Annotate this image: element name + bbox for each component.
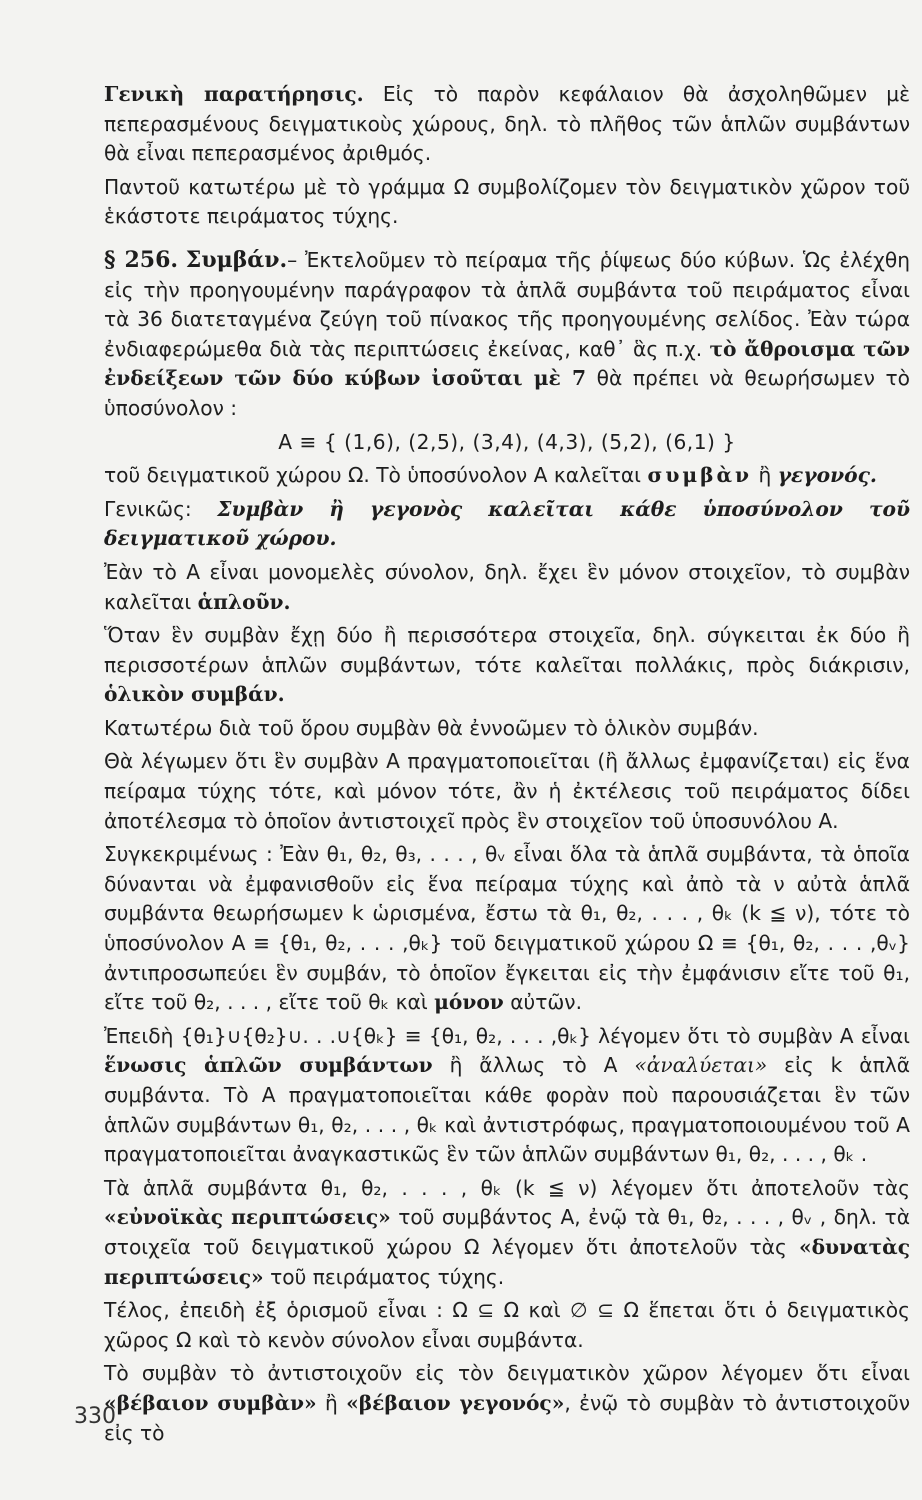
union-italic: «ἀναλύεται» (634, 1053, 768, 1078)
simple-event-text: Ἐὰν τὸ Α εἶναι μονομελὲς σύνολον, δηλ. ἔχει ἓν μόνον στοιχεῖον, τὸ συμβὰν καλεῖται (104, 559, 910, 614)
compound-event-text: Ὅταν ἓν συμβὰν ἔχῃ δύο ἢ περισσότερα στοιχεῖα, δηλ. σύγκειται ἐκ δύο ἢ περισσοτέρων ἁπλῶν συμβάντων, τότε καλεῖται πολλάκις, πρὸς διάκρισιν, (104, 623, 910, 677)
certain-text-1: Τὸ συμβὰν τὸ ἀντιστοιχοῦν εἰς τὸν δειγματικὸν χῶρον λέγομεν ὅτι εἶναι (104, 1361, 910, 1386)
certain-bold-2: «βέβαιον γεγονός» (346, 1390, 565, 1415)
union-paragraph (104, 1022, 910, 1170)
event-def-text: τοῦ δειγματικοῦ χώρου Ω. Τὸ ὑποσύνολον Α καλεῖται (104, 463, 648, 488)
realization-paragraph: Θὰ λέγωμεν ὅτι ἓν συμβὰν Α πραγματοποιεῖται (ἢ ἄλλως ἐμφανίζεται) εἰς ἕνα πείραμα τύχης τότε, καὶ μόνον τότε, ἂν ἡ ἐκτέλεσις τοῦ πειράματος δίδει ἀποτέλεσμα τὸ ὁποῖον ἀντιστοιχεῖ πρὸς ἓν στοιχεῖον τοῦ ὑποσυνόλου Α. (104, 749, 910, 833)
specific-text-1: Συγκεκριμένως : Ἐὰν θ₁, θ₂, θ₃, . . . , θᵥ εἶναι ὅλα τὰ ἁπλᾶ συμβάντα, τὰ ὁποῖα δύνανται νὰ ἐμφανισθοῦν εἰς ἕνα πείραμα τύχης καὶ ἀπὸ τὰ ν αὐτὰ ἁπλᾶ συμβάντα θεωρήσωμεν k ὡρισμένα, ἔστω τὰ θ₁, θ₂, . . . , θₖ (k ≦ ν), τότε τὸ ὑποσύνολον Α ≡ {θ₁, θ₂, . . . ,θₖ} τοῦ δειγματικοῦ χώρου Ω ≡ {θ₁, θ₂, . . . ,θᵥ} ἀντιπροσωπεύει ἓν συμβάν, τὸ ὁποῖον ἔγκειται εἰς τὴν ἐμφάνισιν εἴτε τοῦ θ₁, εἴτε τοῦ θ₂, . . . , εἴτε τοῦ θₖ καὶ (104, 842, 910, 1015)
terminology-paragraph: Κατωτέρω διὰ τοῦ ὅρου συμβὰν θὰ ἐννοῶμεν τὸ ὁλικὸν συμβάν. (104, 715, 759, 740)
event-term: συμβὰν (647, 463, 753, 488)
page-number: 330 (74, 1404, 116, 1429)
omega-notation-paragraph: Παντοῦ κατωτέρω μὲ τὸ γράμμα Ω συμβολίζομεν τὸν δειγματικὸν χῶρον τοῦ ἑκάστοτε πειράματος τύχης. (104, 174, 910, 229)
general-def-bold: Συμβὰν ἢ γεγονὸς καλεῖται κάθε ὑποσύνολον τοῦ δειγματικοῦ χώρου. (104, 496, 911, 551)
union-text-2: ἢ ἄλλως τὸ Α (432, 1053, 635, 1078)
section-text-2: θὰ πρέπει νὰ θεωρήσωμεν τὸ ὑποσύνολον : (104, 366, 910, 420)
section-text-1: – Ἐκτελοῦμεν τὸ πείραμα τῆς ῥίψεως δύο κύβων. Ὡς ἐλέχθη εἰς τὴν προηγουμένην παράγραφον τὰ ἁπλᾶ συμβάντα τοῦ πειράματος εἶναι τὰ 36 διατεταγμένα ζεύγη τοῦ πίνακος τῆς προηγουμένης σελίδος. Ἐὰν τώρα ἐνδιαφερώμεθα διὰ τὰς περιπτώσεις ἐκείνας, καθ᾽ ἃς π.χ. (104, 247, 910, 361)
section-title: Συμβάν. (185, 246, 288, 273)
specific-text-2: αὐτῶν. (503, 990, 582, 1015)
general-def-lead: Γενικῶς: (104, 496, 218, 521)
union-text-1: Ἐπειδὴ {θ₁}∪{θ₂}∪. . .∪{θₖ} ≡ {θ₁, θ₂, . . . ,θₖ} λέγομεν ὅτι τὸ συμβὰν Α εἶναι (104, 1023, 910, 1048)
union-bold: ἕνωσις ἁπλῶν συμβάντων (104, 1053, 433, 1078)
certain-event-paragraph (104, 1359, 910, 1448)
simple-event-term: ἁπλοῦν. (197, 589, 291, 614)
section-256-paragraph (104, 246, 910, 424)
favorable-bold-2: «δυνατὰς περιπτώσεις» (104, 1234, 910, 1289)
general-remark-text: Εἰς τὸ παρὸν κεφάλαιον θὰ ἀσχοληθῶμεν μὲ πεπερασμένους δειγματικοὺς χώρους, δηλ. τὸ πλῆθος τῶν ἁπλῶν συμβάντων θὰ εἶναι πεπερασμένος ἀριθμός. (104, 82, 911, 166)
simple-event-paragraph (104, 558, 910, 617)
union-text-3: εἰς k ἁπλᾶ συμβάντα. Τὸ Α πραγματοποιεῖται κάθε φορὰν ποὺ παρουσιάζεται ἓν τῶν ἁπλῶν συμβάντων θ₁, θ₂, . . . , θₖ καὶ ἀντιστρόφως, πραγματοποιουμένου τοῦ Α πραγματοποιεῖται ἀναγκαστικῶς ἓν τῶν ἁπλῶν συμβάντων θ₁, θ₂, . . . , θₖ . (104, 1053, 911, 1167)
event-definition-paragraph (104, 461, 910, 491)
certain-text-2: ἢ (316, 1390, 347, 1415)
favorable-text-1: Τὰ ἁπλᾶ συμβάντα θ₁, θ₂, . . . , θₖ (k ≦ ν) λέγομεν ὅτι ἀποτελοῦν τὰς (104, 1175, 910, 1200)
specific-bold: μόνον (434, 990, 504, 1015)
event-def-mid: ἢ (752, 463, 778, 488)
certain-bold-1: «βέβαιον συμβὰν» (104, 1390, 317, 1415)
general-remark-paragraph (104, 80, 910, 169)
favorable-text-2: τοῦ συμβάντος Α, ἐνῷ τὰ θ₁, θ₂, . . . , θᵥ , δηλ. τὰ στοιχεῖα τοῦ δειγματικοῦ χώρου Ω λέγομεν ὅτι ἀποτελοῦν τὰς (104, 1205, 910, 1259)
compound-event-paragraph (104, 621, 910, 710)
event-term-alt: γεγονός. (777, 463, 877, 488)
section-number: § 256. (104, 246, 179, 273)
finally-paragraph: Τέλος, ἐπειδὴ ἐξ ὁρισμοῦ εἶναι : Ω ⊆ Ω καὶ ∅ ⊆ Ω ἕπεται ὅτι ὁ δειγματικὸς χῶρος Ω καὶ τὸ κενὸν σύνολον εἶναι συμβάντα. (104, 1298, 910, 1352)
compound-event-term: ὁλικὸν συμβάν. (104, 682, 285, 707)
favorable-cases-paragraph (104, 1174, 910, 1292)
specific-paragraph (104, 840, 910, 1018)
event-set-formula: A ≡ { (1,6), (2,5), (3,4), (4,3), (5,2), (6,1) } (278, 429, 736, 454)
favorable-text-3: τοῦ πειράματος τύχης. (263, 1264, 505, 1289)
general-remark-label: Γενικὴ παρατήρησις. (104, 82, 364, 106)
favorable-bold-1: «εὐνοϊκὰς περιπτώσεις» (104, 1205, 391, 1230)
general-definition-paragraph (104, 495, 910, 554)
section-bold-phrase: τὸ ἄθροισμα τῶν ἐνδείξεων τῶν δύο κύβων ἰσοῦται μὲ 7 (104, 336, 910, 391)
body-text (104, 80, 910, 1448)
certain-text-3: , ἐνῷ τὸ συμβὰν τὸ ἀντιστοιχοῦν εἰς τὸ (104, 1390, 910, 1445)
